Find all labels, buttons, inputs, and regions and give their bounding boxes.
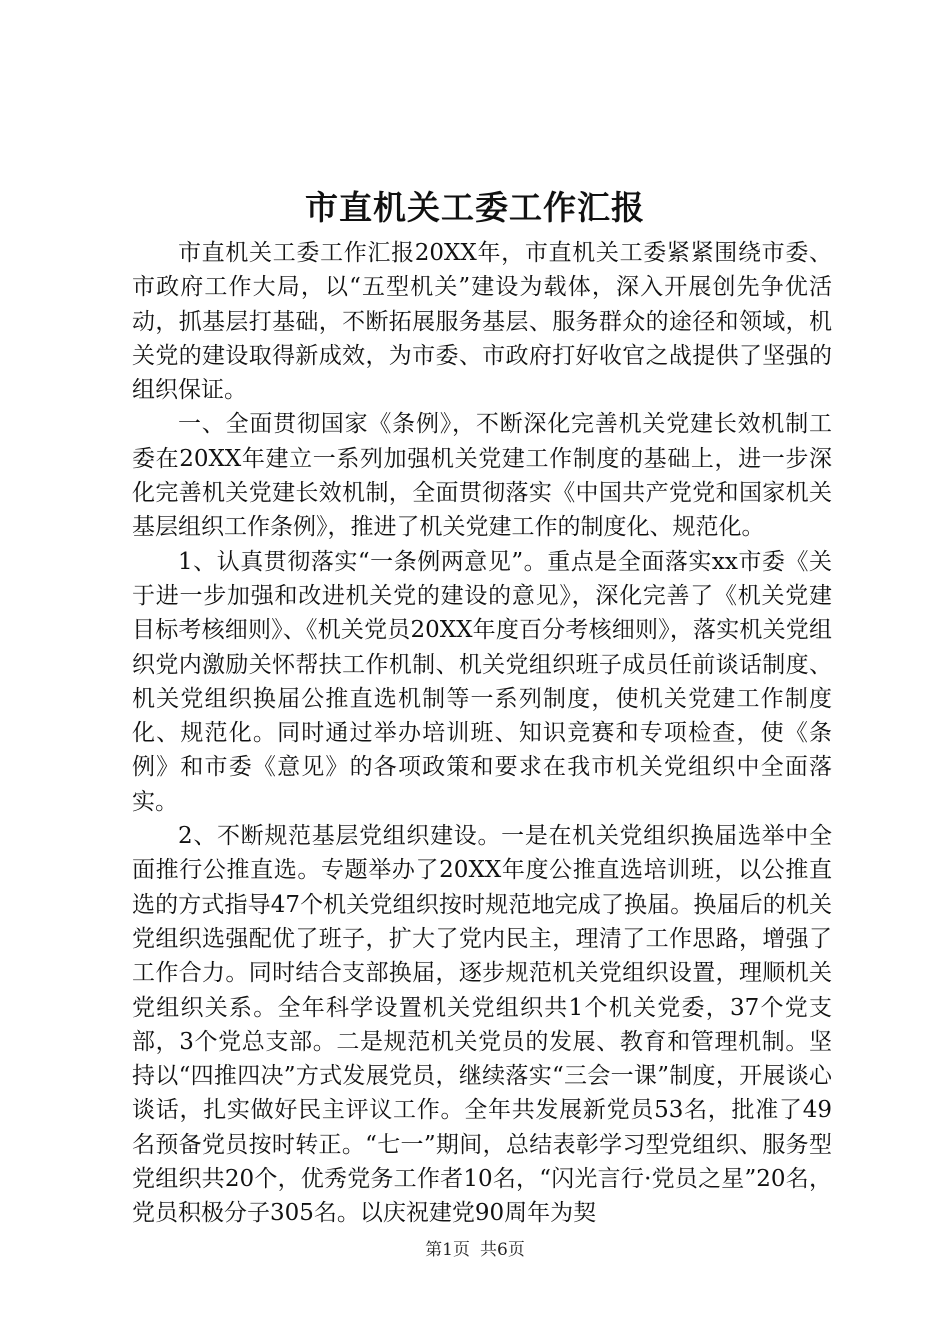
- paragraph-item-2: 2、不断规范基层党组织建设。一是在机关党组织换届选举中全面推行公推直选。专题举办了20XX年度公推直选培训班，以公推直选的方式指导47个机关党组织按时规范地完成了换届。换届后的机关党组织选强配优了班子，扩大了党内民主，理清了工作思路，增强了工作合力。同时结合支部换届，逐步规范机关党组织设置，理顺机关党组织关系。全年科学设置机关党组织共1个机关党委，37个党支部，3个党总支部。二是规范机关党员的发展、教育和管理机制。坚持以“四推四决”方式发展党员，继续落实“三会一课”制度，开展谈心谈话，扎实做好民主评议工作。全年共发展新党员53名，批准了49名预备党员按时转正。“七一”期间，总结表彰学习型党组织、服务型党组织共20个，优秀党务工作者10名，“闪光言行·党员之星”20名，党员积极分子305名。以庆祝建党90周年为契: [132, 823, 832, 1227]
- paragraph-section-1: 一、全面贯彻国家《条例》，不断深化完善机关党建长效机制工委在20XX年建立一系列加强机关党建工作制度的基础上，进一步深化完善机关党建长效机制，全面贯彻落实《中国共产党党和国家机关基层组织工作条例》，推进了机关党建工作的制度化、规范化。: [132, 411, 832, 541]
- page-footer: [0, 1238, 950, 1262]
- document-title: 市直机关工委工作汇报: [305, 188, 645, 227]
- paragraph-item-1: 1、认真贯彻落实“一条例两意见”。重点是全面落实xx市委《关于进一步加强和改进机关党的建设的意见》，深化完善了《机关党建目标考核细则》、《机关党员20XX年度百分考核细则》，落实机关党组织党内激励关怀帮扶工作机制、机关党组织班子成员任前谈话制度、机关党组织换届公推直选机制等一系列制度，使机关党建工作制度化、规范化。同时通过举办培训班、知识竞赛和专项检查，使《条例》和市委《意见》的各项政策和要求在我市机关党组织中全面落实。: [132, 548, 832, 815]
- document-body: [132, 236, 832, 1231]
- page-total: 共6页: [480, 1240, 525, 1260]
- page-number: 第1页: [425, 1240, 470, 1260]
- paragraph-intro: 市直机关工委工作汇报20XX年，市直机关工委紧紧围绕市委、市政府工作大局，以“五型机关”建设为载体，深入开展创先争优活动，抓基层打基础，不断拓展服务基层、服务群众的途径和领域，机关党的建设取得新成效，为市委、市政府打好收官之战提供了坚强的组织保证。: [132, 240, 832, 404]
